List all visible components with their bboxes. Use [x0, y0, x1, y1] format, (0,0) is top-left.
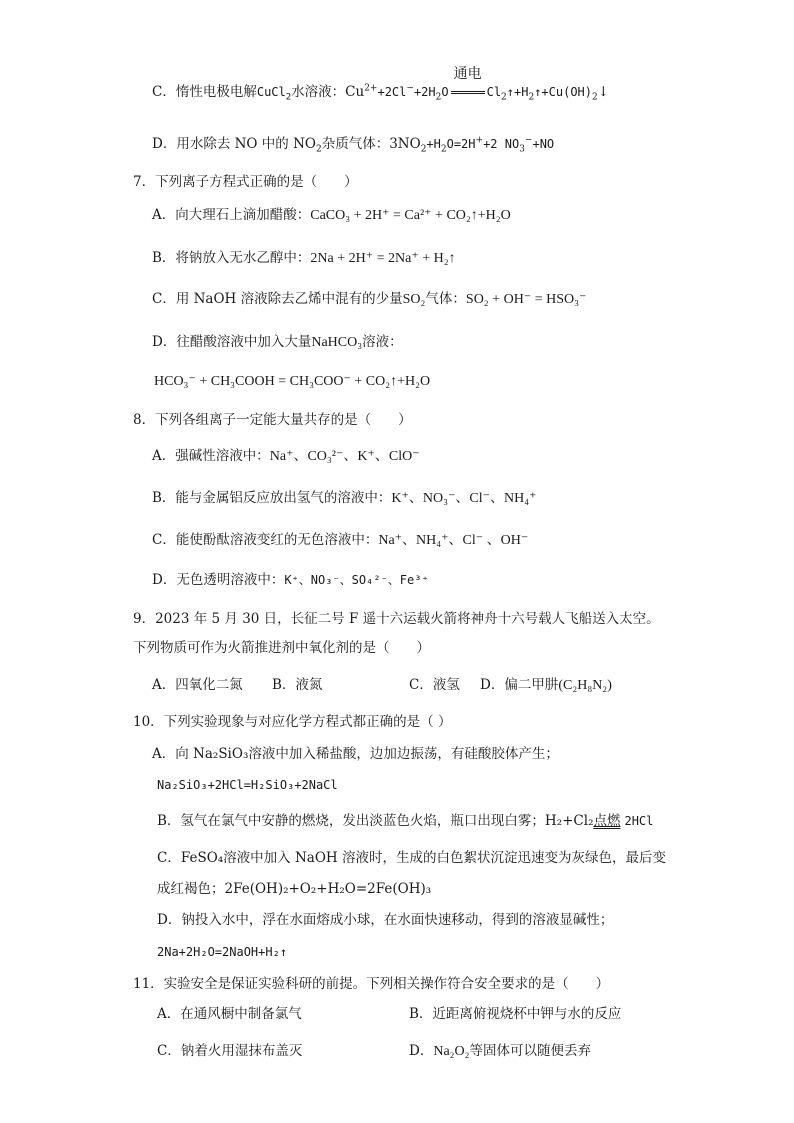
q9-stem-line2: 下列物质可作为火箭推进剂中氧化剂的是（ ） — [133, 640, 430, 656]
q6-d-eq3: +2 NO — [483, 137, 520, 151]
q10-stem: 10．下列实验现象与对应化学方程式都正确的是（ ） — [133, 714, 452, 730]
q6-d-eq4: +NO — [532, 137, 555, 151]
q8-option-c — [152, 531, 528, 550]
q10-option-c-line2: 成红褐色；2Fe(OH)₂+O₂+H₂O=2Fe(OH)₃ — [157, 881, 432, 897]
q10-option-c-line1: C．FeSO₄溶液中加入 NaOH 溶液时，生成的白色絮状沉淀迅速变为灰绿色，最后变 — [157, 850, 666, 866]
q10-b-text: B．氢气在氯气中安静的燃烧，发出淡蓝色火焰，瓶口出现白雾；H₂+Cl₂ — [157, 813, 594, 829]
q7-b-equation: 2Na + 2H⁺ = 2Na⁺ + H₂↑ — [310, 251, 456, 266]
q11-option-d — [409, 1042, 591, 1061]
q11-option-c: C．钠着火用湿抹布盖灭 — [157, 1043, 303, 1059]
q8-b-label: B．能与金属铝反应放出氢气的溶液中： — [152, 490, 392, 506]
q10-b-tail: 2HCl — [624, 814, 654, 828]
q11-d-tail: 等固体可以随便丢弃 — [469, 1043, 592, 1059]
q8-c-ions: Na⁺、NH₄⁺、Cl⁻ 、OH⁻ — [378, 533, 529, 548]
q7-c-so2: SO₂ — [402, 292, 426, 307]
q6-c-prod4: ↓ — [597, 84, 610, 100]
q8-a-label: A．强碱性溶液中： — [152, 448, 270, 464]
q8-d-ions: K⁺、NO₃⁻、SO₄²⁻、Fe³⁺ — [284, 573, 429, 587]
q6-c-ion-start: 水溶液：Cu — [291, 84, 365, 100]
q9-option-d — [480, 676, 612, 695]
q9-stem-line1: 9．2023 年 5 月 30 日，长征二号 F 遥十六运载火箭将神舟十六号载人飞船送入太空。 — [133, 611, 660, 627]
q10-option-a: A．向 Na₂SiO₃溶液中加入稀盐酸，边加边振荡，有硅酸胶体产生； — [152, 746, 559, 762]
q7-option-a — [152, 206, 511, 225]
q11-d-label: D． — [409, 1043, 434, 1059]
q6-d-eq2: O=2H — [446, 137, 476, 151]
q8-a-ions: Na⁺、CO₃²⁻、K⁺、ClO⁻ — [269, 449, 420, 464]
q6-d-label: D．用水除去 NO 中的 NO — [152, 136, 316, 152]
q7-option-d — [152, 333, 403, 352]
q6-c-label: C．惰性电极电解 — [152, 84, 257, 100]
q6-c-reactant: CuCl$_2$ — [256, 85, 292, 103]
q6-c-ion-mid: +2Cl — [377, 85, 407, 99]
q7-a-label: A．向大理石上滴加醋酸： — [152, 207, 311, 223]
equals-sign — [451, 91, 485, 94]
q8-option-b — [152, 489, 537, 508]
q11-option-b: B．近距离俯视烧杯中钾与水的反应 — [409, 1006, 622, 1022]
q8-option-d — [152, 571, 429, 589]
q7-c-mid: 气体： — [425, 291, 466, 307]
q10-a-equation: Na₂SiO₃+2HCl=H₂SiO₃+2NaCl — [157, 778, 338, 792]
q8-c-label: C．能使酚酞溶液变红的无色溶液中： — [152, 532, 379, 548]
q7-d-equation: HCO₃⁻ + CH₃COOH = CH₃COO⁻ + CO₂↑+H₂O — [154, 374, 431, 389]
q11-d-formula: Na₂O₂ — [433, 1044, 470, 1059]
q10-b-condition: 点燃 — [593, 813, 621, 829]
q6-d-mid: 杂质气体：3NO — [321, 136, 421, 152]
q10-option-b — [157, 812, 653, 830]
q10-d-equation: 2Na+2H₂O=2NaOH+H₂↑ — [157, 945, 288, 959]
q8-d-label: D．无色透明溶液中： — [152, 572, 285, 588]
q7-option-c — [152, 290, 586, 309]
q6-c-reactant-text: CuCl — [256, 85, 286, 99]
q7-d-label: D．往醋酸溶液中加入大量 — [152, 334, 312, 350]
q6-option-d: D．用水除去 NO 中的 $NO_2$杂质气体：$3NO_2+H_2O=2H^++2$ $NO_3^-+NO$ — [152, 135, 555, 155]
q6-c-water: O — [441, 85, 449, 99]
q7-c-label: C．用 NaOH 溶液除去乙烯中混有的少量 — [152, 291, 403, 307]
q9-option-b: B．液氮 — [272, 677, 323, 693]
q7-option-b — [152, 249, 456, 268]
q8-b-ions: K⁺、NO₃⁻、Cl⁻、NH₄⁺ — [391, 491, 537, 506]
q10-option-d: D．钠投入水中，浮在水面熔成小球，在水面快速移动，得到的溶液显碱性； — [157, 912, 614, 928]
q6-c-condition-text: 通电 — [453, 66, 482, 82]
q7-a-equation: CaCO₃ + 2H⁺ = Ca²⁺ + CO₂↑+H₂O — [310, 208, 511, 223]
q11-option-a: A．在通风橱中制备氯气 — [157, 1006, 302, 1022]
q9-d-label: D．偏二甲肼 — [480, 677, 559, 693]
q6-option-c: C．惰性电极电解CuCl$_2$水溶液：$Cu^{2+}+2Cl^-+2H_2O$ 通电 $Cl_2↑+H_2↑+Cu(OH)_2↓$ — [152, 66, 610, 103]
q6-c-ion-mid2: +2H — [413, 85, 436, 99]
q6-d-eq: +H — [426, 137, 441, 151]
q9-d-formula: (C₂H₈N₂) — [558, 678, 612, 693]
q9-option-a: A．四氧化二氮 — [152, 677, 243, 693]
q8-stem: 8．下列各组离子一定能大量共存的是（ ） — [133, 412, 412, 428]
q6-c-prod3: ↑+Cu(OH) — [534, 85, 592, 99]
q7-d-tail: 溶液： — [362, 334, 403, 350]
q7-stem: 7．下列离子方程式正确的是（ ） — [133, 174, 358, 190]
q6-c-prod1: Cl — [486, 85, 502, 99]
q6-c-prod2: ↑+H — [506, 85, 529, 99]
q9-option-c: C．液氢 — [409, 677, 460, 693]
q7-d-salt: NaHCO₃ — [311, 335, 363, 350]
q6-c-condition — [449, 66, 487, 101]
q7-c-equation: SO₂ + OH⁻ = HSO₃⁻ — [465, 292, 587, 307]
q11-stem: 11．实验安全是保证实验科研的前提。下列相关操作符合安全要求的是（ ） — [133, 976, 610, 992]
q8-option-a — [152, 447, 420, 466]
q7-b-label: B．将钠放入无水乙醇中： — [152, 250, 311, 266]
